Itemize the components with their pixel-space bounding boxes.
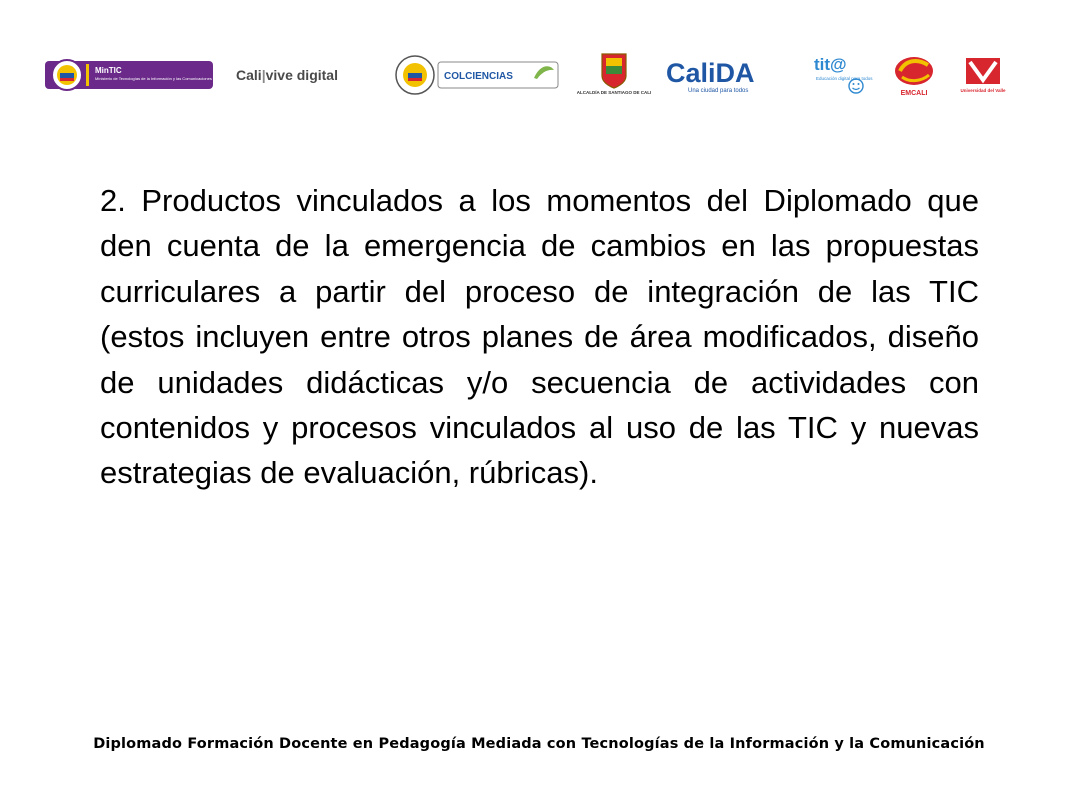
emcali-logo-text: EMCALI bbox=[900, 90, 928, 97]
emcali-logo bbox=[892, 50, 940, 100]
colciencias-logo bbox=[394, 50, 560, 100]
univalle-logo-text: Universidad del Valle bbox=[960, 88, 1006, 93]
mintic-logo-text: MinTIC bbox=[95, 66, 122, 75]
footer-text: Diplomado Formación Docente en Pedagogía Mediada con Tecnologías de la Información y la Comunicación bbox=[93, 736, 985, 752]
alcaldia-santiago-de-cali-logo bbox=[576, 50, 652, 100]
mintic-logo-subtext: Ministerio de Tecnologías de la Información y las Comunicaciones bbox=[95, 76, 212, 81]
tita-logo bbox=[812, 50, 872, 100]
alcaldia-logo-text: ALCALDÍA DE SANTIAGO DE CALI bbox=[576, 90, 652, 95]
svg-text:Cali|vive digital: Cali|vive digital bbox=[236, 67, 338, 83]
colciencias-logo-text: COLCIENCIAS bbox=[444, 71, 513, 82]
logo-strip bbox=[40, 50, 1015, 100]
tita-logo-subtext: Educación digital para todos bbox=[816, 76, 873, 81]
universidad-del-valle-logo bbox=[960, 50, 1010, 100]
cali-vive-digital-logo bbox=[236, 50, 376, 100]
calida-logo-text: CaliDA bbox=[666, 58, 755, 88]
main-paragraph: 2. Productos vinculados a los momentos del Diplomado que den cuenta de la emergencia de cambios en las propuestas curriculares a partir del proceso de integración de las TIC (estos incluyen entre otros planes de área modificados, diseño de unidades didácticas y/o secuencia de actividades con contenidos y procesos vinculados al uso de las TIC y nuevas estrategias de evaluación, rúbricas). bbox=[100, 183, 979, 491]
cali-vive-digital-text-b: vive digital bbox=[265, 67, 338, 83]
tita-logo-text: tit@ bbox=[814, 55, 847, 74]
mintic-logo bbox=[45, 50, 215, 100]
calida-logo-subtext: Una ciudad para todos bbox=[688, 88, 749, 94]
cali-vive-digital-text-a: Cali bbox=[236, 67, 262, 83]
calida-logo bbox=[664, 50, 794, 100]
